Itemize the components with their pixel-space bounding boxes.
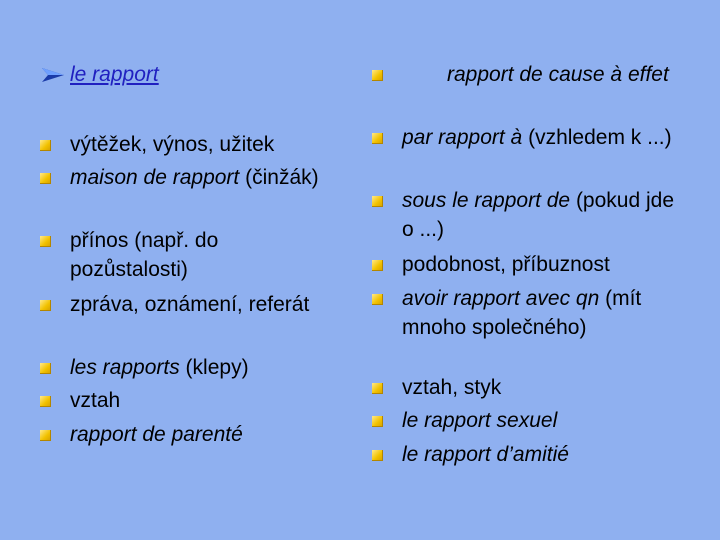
text-segment: maison de rapport: [70, 166, 240, 189]
arrow-bullet-icon: [40, 66, 66, 84]
text-segment: vztah, styk: [402, 376, 502, 399]
left-list-item-text: [70, 130, 330, 159]
text-segment: (mít mnoho společného): [402, 287, 642, 339]
text-segment: par rapport à: [402, 126, 523, 149]
text-segment: avoir rapport avec qn: [402, 287, 600, 310]
text-segment: podobnost, příbuznost: [402, 253, 610, 276]
left-list-item: [40, 353, 330, 382]
right-list-item: [372, 250, 682, 279]
left-list-item-text: [70, 386, 330, 415]
left-list-item: [40, 130, 330, 159]
right-list-item: [372, 373, 682, 402]
text-segment: rapport de cause à effet: [447, 63, 669, 86]
right-list-item-text: [402, 250, 682, 279]
right-list-item: [372, 123, 682, 152]
square-bullet-icon: [372, 70, 383, 81]
right-list-item-text: [402, 406, 682, 435]
text-segment: le rapport d’amitié: [402, 443, 569, 466]
left-list-item-text: [70, 353, 330, 382]
right-list-item-text: [402, 186, 682, 244]
left-list-item-text: [70, 420, 330, 449]
right-list-item: [372, 284, 682, 342]
text-segment: (činžák): [239, 166, 319, 189]
square-bullet-icon: [372, 294, 383, 305]
text-segment: vztah: [70, 389, 121, 412]
text-segment: přínos (např. do pozůstalosti): [70, 229, 219, 281]
right-list-item: [372, 186, 682, 244]
square-bullet-icon: [40, 236, 51, 247]
text-segment: výtěžek, výnos, užitek: [70, 133, 275, 156]
text-segment: les rapports: [70, 356, 180, 379]
left-list-item: [40, 290, 330, 319]
left-list-item: [40, 420, 330, 449]
right-list-item-text: [402, 373, 682, 402]
square-bullet-icon: [372, 260, 383, 271]
right-list-item-text: [402, 123, 682, 152]
square-bullet-icon: [372, 383, 383, 394]
left-list-item-text: [70, 226, 330, 284]
right-list-item: [372, 60, 682, 89]
title-item: [40, 60, 159, 89]
text-segment: rapport de parenté: [70, 423, 243, 446]
square-bullet-icon: [372, 196, 383, 207]
square-bullet-icon: [372, 450, 383, 461]
left-list-item: [40, 163, 330, 192]
square-bullet-icon: [40, 173, 51, 184]
right-list-item: [372, 406, 682, 435]
text-segment: sous le rapport de: [402, 189, 571, 212]
right-list-item: [372, 440, 682, 469]
square-bullet-icon: [372, 133, 383, 144]
left-list-item: [40, 386, 330, 415]
square-bullet-icon: [40, 300, 51, 311]
slide-title: le rapport: [70, 63, 159, 86]
right-list-item-text: [402, 60, 682, 89]
left-list-item: [40, 226, 330, 284]
text-segment: (vzhledem k ...): [522, 126, 672, 149]
left-list-item-text: [70, 290, 330, 319]
square-bullet-icon: [40, 396, 51, 407]
text-segment: le rapport sexuel: [402, 409, 558, 432]
text-segment: zpráva, oznámení, referát: [70, 293, 310, 316]
right-list-item-text: [402, 284, 682, 342]
square-bullet-icon: [40, 430, 51, 441]
text-segment: (pokud jde o ...): [402, 189, 675, 241]
right-list-item-text: [402, 440, 682, 469]
left-list-item-text: [70, 163, 330, 192]
square-bullet-icon: [40, 363, 51, 374]
square-bullet-icon: [40, 140, 51, 151]
text-segment: (klepy): [179, 356, 249, 379]
square-bullet-icon: [372, 416, 383, 427]
